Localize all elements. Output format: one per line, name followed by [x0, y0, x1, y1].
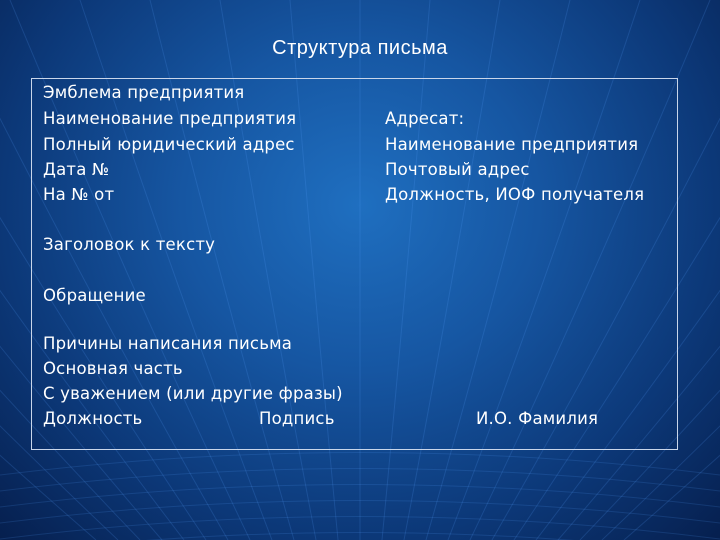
sender-line-date-number: Дата №: [43, 160, 110, 179]
signature-placeholder: Подпись: [259, 409, 335, 428]
sender-line-emblem: Эмблема предприятия: [43, 83, 245, 102]
sender-line-reference: На № от: [43, 185, 115, 204]
recipient-line-addressee: Адресат:: [385, 109, 465, 128]
sender-line-company-name: Наименование предприятия: [43, 109, 297, 128]
recipient-line-position-name: Должность, ИОФ получателя: [385, 185, 645, 204]
signature-position: Должность: [43, 409, 143, 428]
sender-line-legal-address: Полный юридический адрес: [43, 135, 295, 154]
body-line-closing: С уважением (или другие фразы): [43, 384, 343, 403]
signature-name: И.О. Фамилия: [476, 409, 599, 428]
body-line-reasons: Причины написания письма: [43, 334, 293, 353]
greeting-line: Обращение: [43, 286, 146, 305]
heading-line: Заголовок к тексту: [43, 235, 216, 254]
recipient-line-company-name: Наименование предприятия: [385, 135, 639, 154]
slide-title: Структура письма: [272, 37, 448, 59]
recipient-line-postal-address: Почтовый адрес: [385, 160, 530, 179]
body-line-main-part: Основная часть: [43, 359, 183, 378]
